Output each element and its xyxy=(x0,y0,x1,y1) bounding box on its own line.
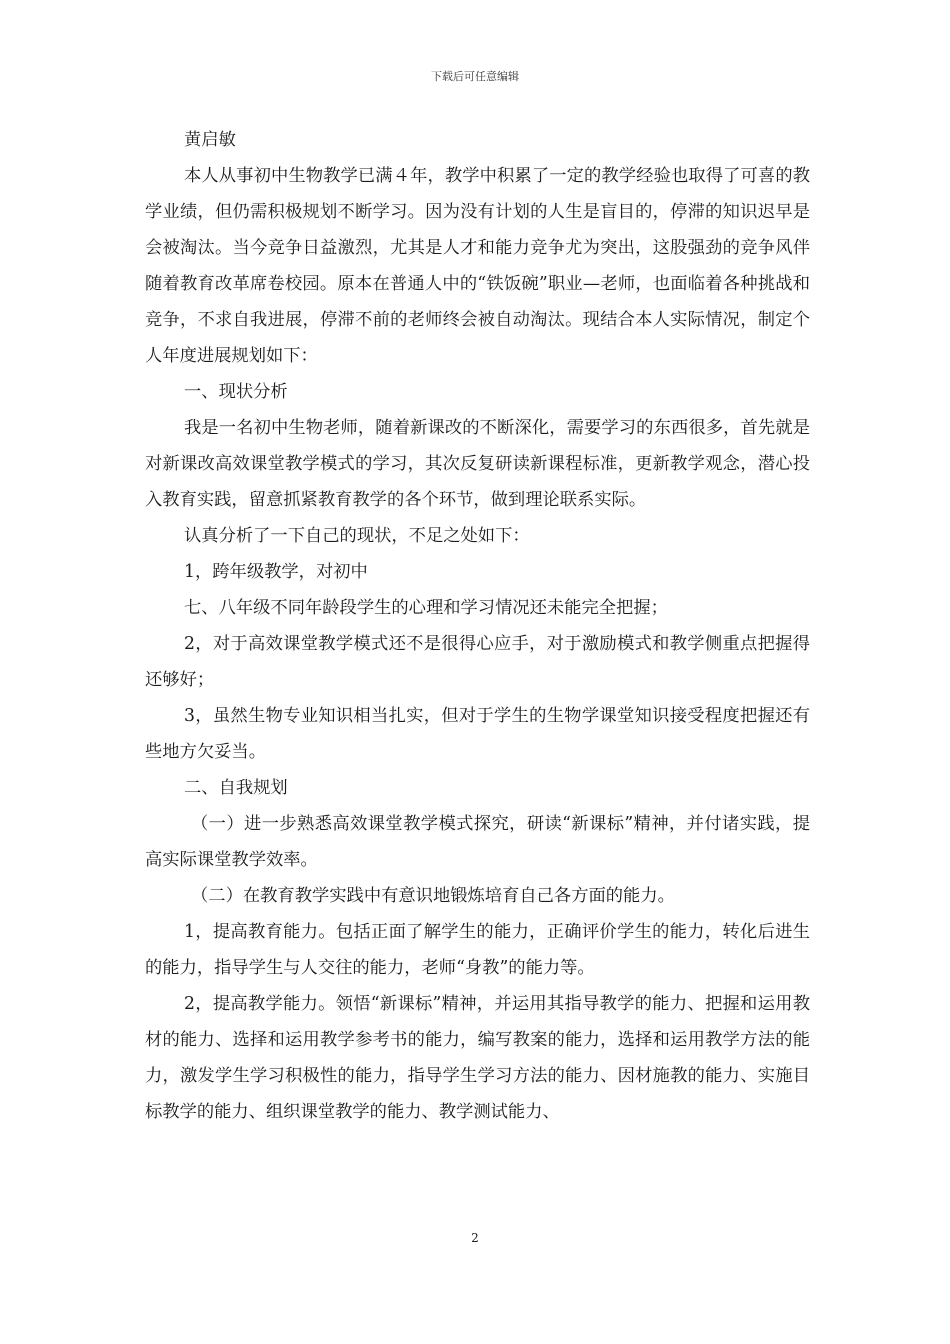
ability-item-1: 1，提高教育能力。包括正面了解学生的能力，正确评价学生的能力，转化后进生的能力，指导学生与人交往的能力，老师“身教”的能力等。 xyxy=(145,922,810,978)
shortcoming-item-1a: 1，跨年级教学，对初中 xyxy=(184,562,368,582)
author-name: 黄启敏 xyxy=(184,130,236,150)
page-number: 2 xyxy=(471,1231,479,1245)
section-heading-status: 一、现状分析 xyxy=(184,382,288,402)
intro-paragraph: 本人从事初中生物教学已满４年，教学中积累了一定的教学经验也取得了可喜的教学业绩，但仍需积极规划不断学习。因为没有计划的人生是盲目的，停滞的知识迟早是会被淘汰。当今竞争日益激烈，尤其是人才和能力竞争尤为突出，这股强劲的竞争风伴随着教育改革席卷校园。原本在普通人中的“铁饭碗”职业—老师，也面临着各种挑战和竞争，不求自我进展，停滞不前的老师终会被自动淘汰。现结合本人实际情况，制定个人年度进展规划如下： xyxy=(145,166,810,366)
shortcomings-intro: 认真分析了一下自己的现状，不足之处如下： xyxy=(184,526,530,546)
ability-item-2: 2，提高教学能力。领悟“新课标”精神，并运用其指导教学的能力、把握和运用教材的能力、选择和运用教学参考书的能力，编写教案的能力，选择和运用教学方法的能力，激发学生学习积极性的能力，指导学生学习方法的能力、因材施教的能力、实施目标教学的能力、组织课堂教学的能力、教学测试能力、 xyxy=(145,994,810,1122)
page-header: 下载后可任意编辑 xyxy=(431,70,519,83)
shortcoming-item-3: 3，虽然生物专业知识相当扎实，但对于学生的生物学课堂知识接受程度把握还有些地方欠妥当。 xyxy=(145,706,810,762)
plan-item-2: （二）在教育教学实践中有意识地锻炼培育自己各方面的能力。 xyxy=(191,886,675,906)
plan-item-1: （一）进一步熟悉高效课堂教学模式探究，研读“新课标”精神，并付诸实践，提高实际课堂教学效率。 xyxy=(145,814,810,870)
shortcoming-item-2: 2，对于高效课堂教学模式还不是很得心应手，对于激励模式和教学侧重点把握得还够好； xyxy=(145,634,810,690)
shortcoming-item-1b: 七、八年级不同年龄段学生的心理和学习情况还未能完全把握； xyxy=(184,598,668,618)
status-paragraph: 我是一名初中生物老师，随着新课改的不断深化，需要学习的东西很多，首先就是对新课改高效课堂教学模式的学习，其次反复研读新课程标准，更新教学观念，潜心投入教育实践，留意抓紧教育教学的各个环节，做到理论联系实际。 xyxy=(145,418,810,510)
document-body xyxy=(145,122,810,1130)
section-heading-plan: 二、自我规划 xyxy=(184,778,288,798)
